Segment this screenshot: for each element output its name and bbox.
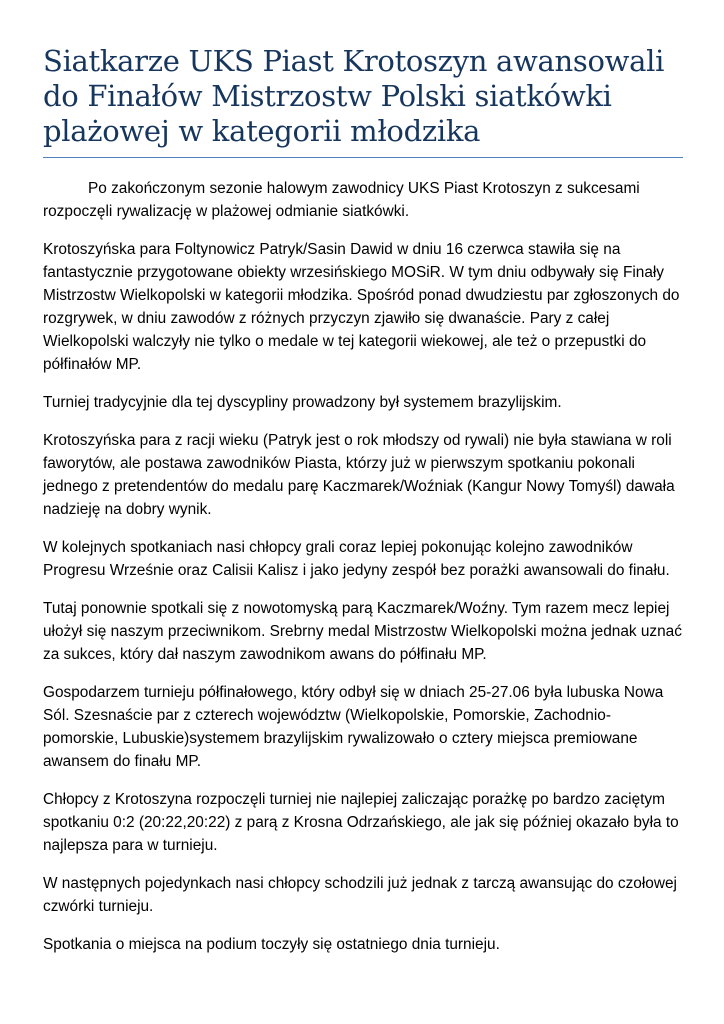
- paragraph: Spotkania o miejsca na podium toczyły się ostatniego dnia turnieju.: [43, 936, 500, 953]
- paragraph: W kolejnych spotkaniach nasi chłopcy grali coraz lepiej pokonując kolejno zawodników Progresu Wrześnie oraz Calisii Kalisz i jako jedyny zespół bez porażki awansowali do finału.: [43, 539, 670, 579]
- article-body: [43, 177, 683, 971]
- page-title: Siatkarze UKS Piast Krotoszyn awansowali do Finałów Mistrzostw Polski siatkówki plażowej w kategorii młodzika: [43, 44, 665, 148]
- paragraph: Po zakończonym sezonie halowym zawodnicy UKS Piast Krotoszyn z sukcesami rozpoczęli rywalizację w plażowej odmianie siatkówki.: [43, 180, 640, 220]
- paragraph: Chłopcy z Krotoszyna rozpoczęli turniej nie najlepiej zaliczając porażkę po bardzo zaciętym spotkaniu 0:2 (20:22,20:22) z parą z Krosna Odrzańskiego, ale jak się później okazało była to najlepsza para w turnieju.: [43, 791, 679, 854]
- paragraph: Tutaj ponownie spotkali się z nowotomyską parą Kaczmarek/Woźny. Tym razem mecz lepiej ułożył się naszym przeciwnikom. Srebrny medal Mistrzostw Wielkopolski można jednak uznać za sukces, który dał naszym zawodnikom awans do półfinału MP.: [43, 600, 682, 663]
- paragraph: Turniej tradycyjnie dla tej dyscypliny prowadzony był systemem brazylijskim.: [43, 394, 562, 411]
- title-divider: [43, 157, 683, 158]
- paragraph: Gospodarzem turnieju półfinałowego, który odbył się w dniach 25-27.06 była lubuska Nowa Sól. Szesnaście par z czterech województw (Wielkopolskie, Pomorskie, Zachodnio-pomorskie, Lubuskie)systemem brazylijskim rywalizowało o cztery miejsca premiowane awansem do finału MP.: [43, 684, 664, 770]
- paragraph: Krotoszyńska para Foltynowicz Patryk/Sasin Dawid w dniu 16 czerwca stawiła się na fantastycznie przygotowane obiekty wrzesińskiego MOSiR. W tym dniu odbywały się Finały Mistrzostw Wielkopolski w kategorii młodzika. Spośród ponad dwudziestu par zgłoszonych do rozgrywek, w dniu zawodów z różnych przyczyn zjawiło się dwanaście. Pary z całej Wielkopolski walczyły nie tylko o medale w tej kategorii wiekowej, ale też o przepustki do półfinałów MP.: [43, 241, 680, 373]
- paragraph: W następnych pojedynkach nasi chłopcy schodzili już jednak z tarczą awansując do czołowej czwórki turnieju.: [43, 875, 677, 915]
- paragraph: Krotoszyńska para z racji wieku (Patryk jest o rok młodszy od rywali) nie była stawiana w roli faworytów, ale postawa zawodników Piasta, którzy już w pierwszym spotkaniu pokonali jednego z pretendentów do medalu parę Kaczmarek/Woźniak (Kangur Nowy Tomyśl) dawała nadzieję na dobry wynik.: [43, 432, 675, 518]
